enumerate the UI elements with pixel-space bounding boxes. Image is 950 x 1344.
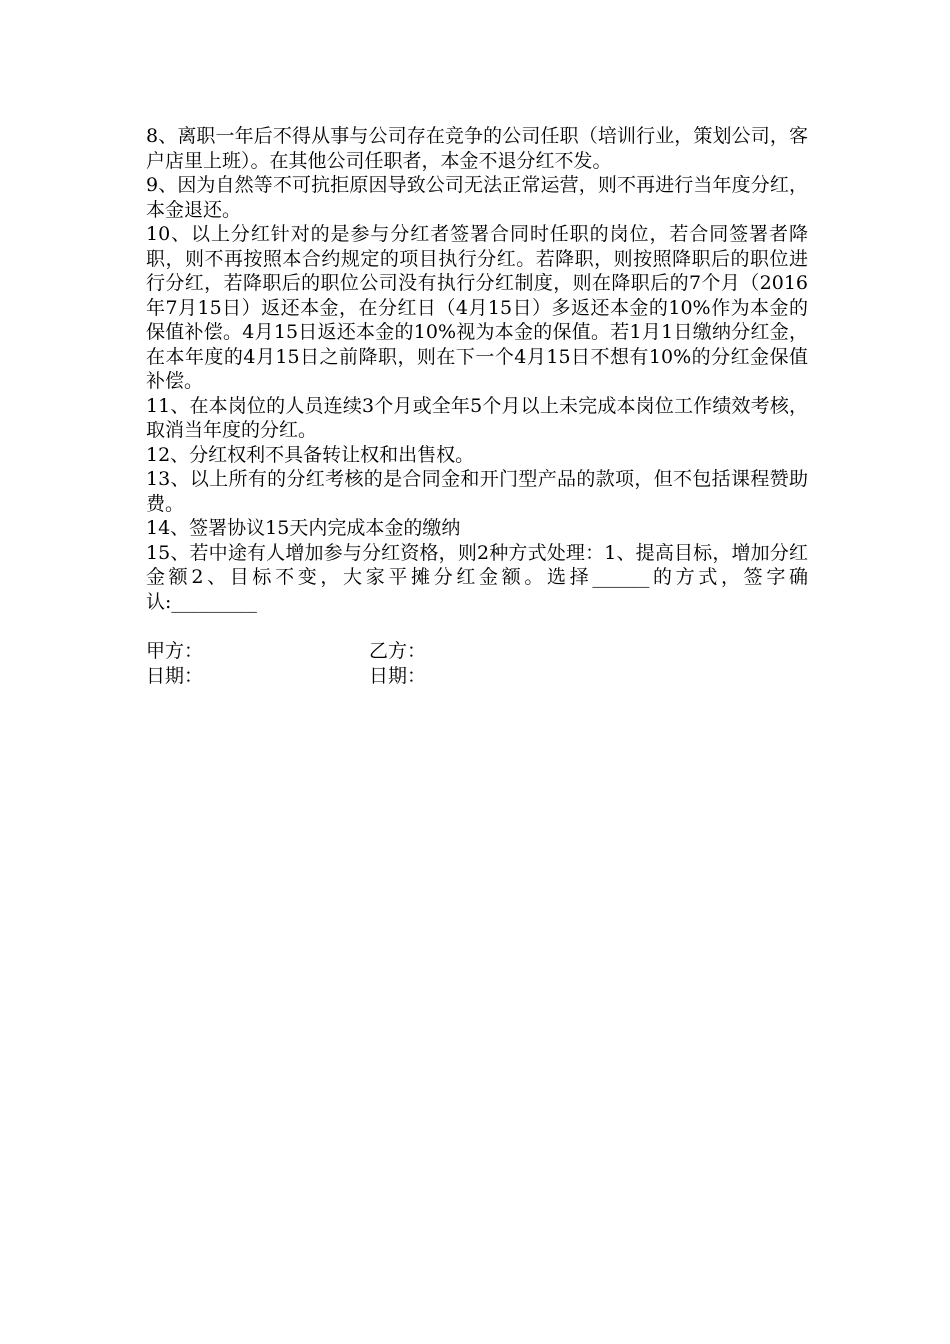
party-a-label: 甲方：: [146, 640, 204, 662]
clause-13: 13、以上所有的分红考核的是合同金和开门型产品的款项，但不包括课程赞助费。: [146, 468, 808, 515]
clause-14: 14、签署协议15天内完成本金的缴纳: [146, 517, 461, 539]
clause-12: 12、分红权利不具备转让权和出售权。: [146, 443, 475, 466]
document-body: [146, 124, 808, 688]
date-a-label: 日期：: [146, 664, 204, 687]
clause-15: 15、若中途有人增加参与分红资格，则2种方式处理：1、提高目标，增加分红金额2、目标不变，大家平摊分红金额。选择______的方式，签字确认:_________: [146, 541, 808, 613]
clause-9: 9、因为自然等不可抗拒原因导致公司无法正常运营，则不再进行当年度分红，本金退还。: [146, 174, 808, 221]
party-b-label: 乙方：: [369, 640, 427, 662]
signature-date-row: [146, 664, 808, 689]
clause-10: 10、以上分红针对的是参与分红者签署合同时任职的岗位，若合同签署者降职，则不再按照本合约规定的项目执行分红。若降职，则按照降职后的职位进行分红，若降职后的职位公司没有执行分红制度，则在降职后的7个月（2016年7月15日）返还本金，在分红日（4月15日）多返还本金的10%作为本金的保值补偿。4月15日返还本金的10%视为本金的保值。若1月1日缴纳分红金，在本年度的4月15日之前降职，则在下一个4月15日不想有10%的分红金保值补偿。: [146, 223, 808, 392]
signature-block: [146, 639, 808, 688]
signature-party-row: [146, 639, 808, 664]
clause-11: 11、在本岗位的人员连续3个月或全年5个月以上未完成本岗位工作绩效考核，取消当年度的分红。: [146, 394, 808, 441]
clause-8: 8、离职一年后不得从事与公司存在竞争的公司任职（培训行业，策划公司，客户店里上班）。在其他公司任职者，本金不退分红不发。: [146, 125, 808, 172]
date-b-label: 日期：: [369, 664, 427, 687]
